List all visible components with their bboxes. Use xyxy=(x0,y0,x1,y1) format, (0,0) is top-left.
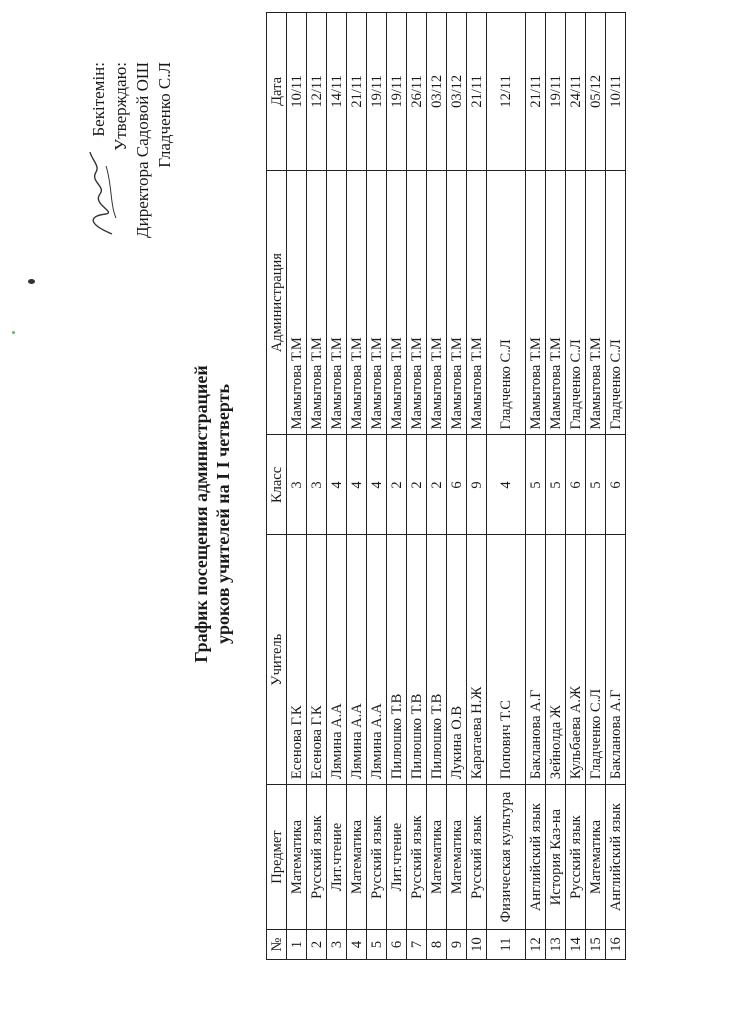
table-row xyxy=(447,13,467,960)
row-date: 19/11 xyxy=(546,13,566,171)
row-administration: Мамытова Т.М xyxy=(387,170,407,435)
row-number: 1 xyxy=(287,930,307,960)
row-teacher: Пилюшко Т.В xyxy=(407,535,427,785)
header-subject: Предмет xyxy=(267,785,287,930)
row-date: 19/11 xyxy=(387,13,407,171)
row-date: 10/11 xyxy=(287,13,307,171)
row-teacher: Гладченко С.Л xyxy=(586,535,606,785)
approval-position: Директора Садовой ОШ xyxy=(133,62,152,238)
row-subject: Русский язык xyxy=(467,785,487,930)
row-date: 21/11 xyxy=(467,13,487,171)
row-number: 11 xyxy=(487,930,526,960)
row-class: 4 xyxy=(347,435,367,535)
signature-icon xyxy=(82,148,122,238)
row-subject: Лит.чтение xyxy=(387,785,407,930)
row-teacher: Пилюшко Т.В xyxy=(387,535,407,785)
document-title: График посещения администрацией xyxy=(191,365,211,663)
row-subject: Русский язык xyxy=(407,785,427,930)
row-class: 5 xyxy=(526,435,546,535)
row-administration: Мамытова Т.М xyxy=(287,170,307,435)
table-header-row xyxy=(267,13,287,960)
table-row xyxy=(387,13,407,960)
row-subject: Английский язык xyxy=(526,785,546,930)
table-row xyxy=(307,13,327,960)
row-administration: Гладченко С.Л xyxy=(566,170,586,435)
row-class: 4 xyxy=(367,435,387,535)
row-teacher: Лямина А.А xyxy=(327,535,347,785)
table-row xyxy=(546,13,566,960)
row-number: 5 xyxy=(367,930,387,960)
row-administration: Гладченко С.Л xyxy=(606,170,626,435)
header-class: Класс xyxy=(267,435,287,535)
row-administration: Гладченко С.Л xyxy=(487,170,526,435)
row-subject: Русский язык xyxy=(566,785,586,930)
approval-line-kz: Бекітемін: xyxy=(89,62,108,137)
row-number: 9 xyxy=(447,930,467,960)
row-number: 12 xyxy=(526,930,546,960)
row-class: 5 xyxy=(586,435,606,535)
row-administration: Мамытова Т.М xyxy=(526,170,546,435)
header-teacher: Учитель xyxy=(267,535,287,785)
row-teacher: Кульбаева А.Ж xyxy=(566,535,586,785)
row-administration: Мамытова Т.М xyxy=(407,170,427,435)
row-number: 10 xyxy=(467,930,487,960)
row-subject: Математика xyxy=(347,785,367,930)
table-row xyxy=(586,13,606,960)
table-row xyxy=(427,13,447,960)
row-administration: Мамытова Т.М xyxy=(467,170,487,435)
row-administration: Мамытова Т.М xyxy=(447,170,467,435)
row-date: 03/12 xyxy=(447,13,467,171)
row-subject: Математика xyxy=(427,785,447,930)
row-subject: Математика xyxy=(447,785,467,930)
document-subtitle: уроков учителей на I I четверть xyxy=(213,384,233,644)
approval-name: Гладченко С.Л xyxy=(155,62,174,168)
header-number: № xyxy=(267,930,287,960)
row-date: 14/11 xyxy=(327,13,347,171)
row-number: 6 xyxy=(387,930,407,960)
row-administration: Мамытова Т.М xyxy=(427,170,447,435)
row-administration: Мамытова Т.М xyxy=(546,170,566,435)
row-teacher: Бакланова А.Г xyxy=(526,535,546,785)
row-subject: Математика xyxy=(287,785,307,930)
table-row xyxy=(367,13,387,960)
row-subject: Математика xyxy=(586,785,606,930)
table-row xyxy=(467,13,487,960)
row-date: 21/11 xyxy=(526,13,546,171)
table-row xyxy=(566,13,586,960)
row-class: 3 xyxy=(307,435,327,535)
row-subject: Русский язык xyxy=(367,785,387,930)
row-administration: Мамытова Т.М xyxy=(347,170,367,435)
row-number: 4 xyxy=(347,930,367,960)
row-subject: История Каз-на xyxy=(546,785,566,930)
row-teacher: Пилюшко Т.В xyxy=(427,535,447,785)
row-class: 9 xyxy=(467,435,487,535)
row-date: 12/11 xyxy=(307,13,327,171)
row-date: 24/11 xyxy=(566,13,586,171)
table-row xyxy=(407,13,427,960)
row-teacher: Каратаева Н.Ж xyxy=(467,535,487,785)
row-number: 2 xyxy=(307,930,327,960)
row-teacher: Зейнолда Ж xyxy=(546,535,566,785)
table-row xyxy=(347,13,367,960)
schedule-table xyxy=(266,12,626,960)
approval-line-ru: Утверждаю: xyxy=(111,62,130,151)
row-subject: Английский язык xyxy=(606,785,626,930)
scan-speck xyxy=(12,331,15,334)
row-teacher: Есенова Г.К xyxy=(307,535,327,785)
row-number: 3 xyxy=(327,930,347,960)
header-date: Дата xyxy=(267,13,287,171)
row-class: 6 xyxy=(606,435,626,535)
row-class: 2 xyxy=(407,435,427,535)
table-row xyxy=(287,13,307,960)
table-row xyxy=(606,13,626,960)
row-teacher: Лямина А.А xyxy=(347,535,367,785)
table-row xyxy=(487,13,526,960)
row-number: 7 xyxy=(407,930,427,960)
row-date: 26/11 xyxy=(407,13,427,171)
row-class: 6 xyxy=(447,435,467,535)
row-teacher: Бакланова А.Г xyxy=(606,535,626,785)
row-class: 4 xyxy=(327,435,347,535)
row-date: 05/12 xyxy=(586,13,606,171)
row-class: 4 xyxy=(487,435,526,535)
row-class: 5 xyxy=(546,435,566,535)
row-date: 03/12 xyxy=(427,13,447,171)
table-row xyxy=(526,13,546,960)
row-date: 12/11 xyxy=(487,13,526,171)
row-class: 6 xyxy=(566,435,586,535)
row-administration: Мамытова Т.М xyxy=(586,170,606,435)
row-teacher: Лукина О.В xyxy=(447,535,467,785)
row-subject: Физическая культура xyxy=(487,785,526,930)
row-teacher: Лямина А.А xyxy=(367,535,387,785)
scan-speck xyxy=(28,279,35,284)
row-teacher: Попович Т.С xyxy=(487,535,526,785)
row-teacher: Есенова Г.К xyxy=(287,535,307,785)
row-administration: Мамытова Т.М xyxy=(367,170,387,435)
row-date: 19/11 xyxy=(367,13,387,171)
row-number: 8 xyxy=(427,930,447,960)
row-administration: Мамытова Т.М xyxy=(307,170,327,435)
row-number: 13 xyxy=(546,930,566,960)
row-number: 15 xyxy=(586,930,606,960)
row-subject: Русский язык xyxy=(307,785,327,930)
row-class: 3 xyxy=(287,435,307,535)
row-number: 14 xyxy=(566,930,586,960)
row-class: 2 xyxy=(427,435,447,535)
table-row xyxy=(327,13,347,960)
row-date: 21/11 xyxy=(347,13,367,171)
header-administration: Администрация xyxy=(267,170,287,435)
row-number: 16 xyxy=(606,930,626,960)
row-administration: Мамытова Т.М xyxy=(327,170,347,435)
row-class: 2 xyxy=(387,435,407,535)
row-subject: Лит.чтение xyxy=(327,785,347,930)
row-date: 10/11 xyxy=(606,13,626,171)
